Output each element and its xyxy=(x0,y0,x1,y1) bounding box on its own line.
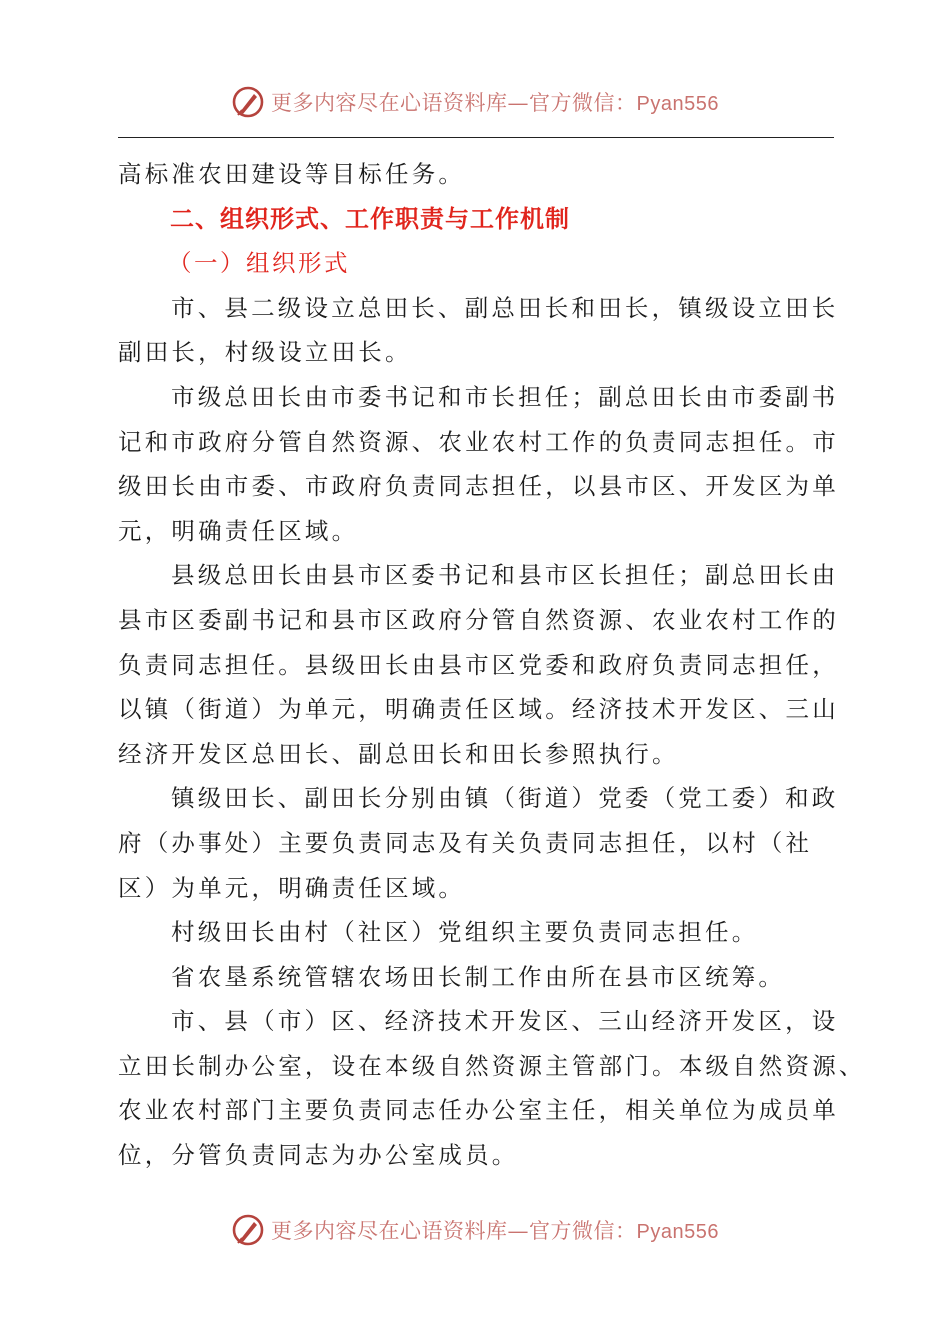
footer-banner xyxy=(0,1210,950,1250)
paragraph-line: 省农垦系统管辖农场田长制工作由所在县市区统筹。 xyxy=(171,962,786,991)
body-line: 级田长由市委、市政府负责同志担任，以县市区、开发区为单 xyxy=(118,472,839,501)
paragraph-line: 镇级田长、副田长分别由镇（街道）党委（党工委）和政 xyxy=(171,784,839,813)
quill-logo-icon xyxy=(231,1213,265,1247)
body-line: 副田长，村级设立田长。 xyxy=(118,338,412,367)
body-line: 记和市政府分管自然资源、农业农村工作的负责同志担任。市 xyxy=(118,427,839,456)
banner-text: 更多内容尽在心语资料库—官方微信：Pyan556 xyxy=(271,91,719,115)
wechat-id: Pyan556 xyxy=(636,93,719,115)
body-line: 高标准农田建设等目标任务。 xyxy=(118,160,466,188)
wechat-id: Pyan556 xyxy=(636,1221,719,1243)
body-line: 元，明确责任区域。 xyxy=(118,516,359,545)
banner-text: 更多内容尽在心语资料库—官方微信：Pyan556 xyxy=(271,1219,719,1243)
paragraph-line: 市、县二级设立总田长、副总田长和田长，镇级设立田长 xyxy=(171,293,839,322)
document-body xyxy=(118,152,866,1178)
header-banner xyxy=(0,82,950,122)
body-line: 以镇（街道）为单元，明确责任区域。经济技术开发区、三山 xyxy=(118,695,839,724)
body-line: 立田长制办公室，设在本级自然资源主管部门。本级自然资源、 xyxy=(118,1051,866,1080)
body-line: 位，分管负责同志为办公室成员。 xyxy=(118,1141,519,1170)
subsection-heading: （一）组织形式 xyxy=(168,249,350,278)
paragraph-line: 市、县（市）区、经济技术开发区、三山经济开发区，设 xyxy=(171,1007,839,1036)
section-heading: 二、组织形式、工作职责与工作机制 xyxy=(170,204,570,233)
paragraph-line: 市级总田长由市委书记和市长担任；副总田长由市委副书 xyxy=(171,382,839,411)
body-line: 负责同志担任。县级田长由县市区党委和政府负责同志担任， xyxy=(118,650,839,679)
header-divider xyxy=(118,137,834,138)
body-line: 经济开发区总田长、副总田长和田长参照执行。 xyxy=(118,739,679,768)
paragraph-line: 村级田长由村（社区）党组织主要负责同志担任。 xyxy=(171,918,759,947)
body-line: 县市区委副书记和县市区政府分管自然资源、农业农村工作的 xyxy=(118,605,839,634)
body-line: 区）为单元，明确责任区域。 xyxy=(118,873,466,902)
paragraph-line: 县级总田长由县市区委书记和县市区长担任；副总田长由 xyxy=(171,561,839,590)
body-line: 府（办事处）主要负责同志及有关负责同志担任，以村（社 xyxy=(118,828,813,857)
body-line: 农业农村部门主要负责同志任办公室主任，相关单位为成员单 xyxy=(118,1096,839,1125)
quill-logo-icon xyxy=(231,85,265,119)
